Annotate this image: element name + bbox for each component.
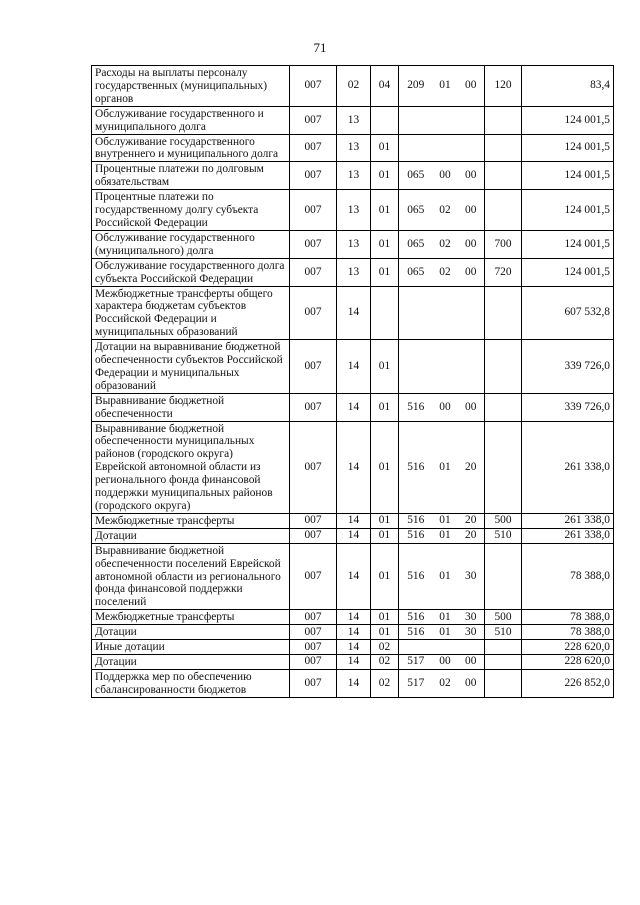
target-article-code-part3-cell: 00	[458, 190, 485, 231]
ministry-code-cell: 007	[290, 543, 337, 610]
item-name-cell: Выравнивание бюджетной обеспеченности муниципальных районов (городского округа) Еврейской автономной области из регионального фонда финансовой поддержки муниципальных районов (городского округа)	[92, 421, 290, 513]
target-article-code-part1-cell: 517	[399, 654, 433, 669]
item-name-cell: Расходы на выплаты персоналу государственных (муниципальных) органов	[92, 66, 290, 107]
target-article-code-part3-cell: 00	[458, 66, 485, 107]
target-article-code-part3-cell: 00	[458, 669, 485, 697]
amount-cell: 83,4	[522, 66, 614, 107]
amount-cell: 124 001,5	[522, 162, 614, 190]
table-row	[92, 286, 614, 340]
expense-type-code-cell: 500	[485, 513, 522, 528]
expense-type-code-cell	[485, 190, 522, 231]
amount-cell: 261 338,0	[522, 528, 614, 543]
target-article-code-part2-cell: 02	[433, 669, 458, 697]
item-name-cell: Дотации	[92, 625, 290, 640]
target-article-code-part3-cell: 20	[458, 528, 485, 543]
target-article-code-part3-cell: 20	[458, 513, 485, 528]
target-article-code-part2-cell: 00	[433, 393, 458, 421]
target-article-code-part3-cell: 30	[458, 625, 485, 640]
item-name-cell: Обслуживание государственного и муниципального долга	[92, 106, 290, 134]
item-name-cell: Межбюджетные трансферты	[92, 513, 290, 528]
target-article-code-part1-cell: 065	[399, 258, 433, 286]
table-row	[92, 654, 614, 669]
ministry-code-cell: 007	[290, 162, 337, 190]
target-article-code-part1-cell: 516	[399, 393, 433, 421]
section-code-cell: 14	[337, 625, 371, 640]
section-code-cell: 14	[337, 669, 371, 697]
table-row	[92, 66, 614, 107]
section-code-cell: 14	[337, 640, 371, 655]
item-name-cell: Выравнивание бюджетной обеспеченности	[92, 393, 290, 421]
subsection-code-cell: 01	[371, 610, 399, 625]
ministry-code-cell: 007	[290, 393, 337, 421]
target-article-code-part3-cell	[458, 286, 485, 340]
section-code-cell: 13	[337, 162, 371, 190]
subsection-code-cell: 01	[371, 625, 399, 640]
subsection-code-cell: 01	[371, 421, 399, 513]
section-code-cell: 14	[337, 528, 371, 543]
item-name-cell: Межбюджетные трансферты	[92, 610, 290, 625]
item-name-cell: Выравнивание бюджетной обеспеченности поселений Еврейской автономной области из регионального фонда финансовой поддержки поселений	[92, 543, 290, 610]
target-article-code-part2-cell	[433, 134, 458, 162]
amount-cell: 78 388,0	[522, 610, 614, 625]
budget-table-body	[92, 66, 614, 698]
target-article-code-part1-cell: 516	[399, 421, 433, 513]
subsection-code-cell: 01	[371, 340, 399, 394]
ministry-code-cell: 007	[290, 134, 337, 162]
target-article-code-part2-cell: 01	[433, 625, 458, 640]
item-name-cell: Обслуживание государственного (муниципального) долга	[92, 230, 290, 258]
ministry-code-cell: 007	[290, 640, 337, 655]
expense-type-code-cell	[485, 340, 522, 394]
subsection-code-cell: 02	[371, 654, 399, 669]
amount-cell: 339 726,0	[522, 340, 614, 394]
target-article-code-part2-cell: 00	[433, 162, 458, 190]
target-article-code-part3-cell: 30	[458, 610, 485, 625]
ministry-code-cell: 007	[290, 258, 337, 286]
table-row	[92, 134, 614, 162]
expense-type-code-cell: 120	[485, 66, 522, 107]
ministry-code-cell: 007	[290, 66, 337, 107]
expense-type-code-cell	[485, 286, 522, 340]
expense-type-code-cell: 700	[485, 230, 522, 258]
target-article-code-part1-cell: 517	[399, 669, 433, 697]
ministry-code-cell: 007	[290, 610, 337, 625]
subsection-code-cell: 01	[371, 134, 399, 162]
target-article-code-part1-cell	[399, 286, 433, 340]
ministry-code-cell: 007	[290, 230, 337, 258]
amount-cell: 124 001,5	[522, 106, 614, 134]
item-name-cell: Дотации	[92, 654, 290, 669]
target-article-code-part3-cell	[458, 340, 485, 394]
amount-cell: 124 001,5	[522, 190, 614, 231]
target-article-code-part1-cell	[399, 134, 433, 162]
target-article-code-part2-cell: 01	[433, 528, 458, 543]
subsection-code-cell: 01	[371, 513, 399, 528]
expense-type-code-cell	[485, 134, 522, 162]
table-row	[92, 190, 614, 231]
amount-cell: 228 620,0	[522, 640, 614, 655]
expense-type-code-cell	[485, 162, 522, 190]
ministry-code-cell: 007	[290, 654, 337, 669]
expense-type-code-cell	[485, 421, 522, 513]
subsection-code-cell	[371, 106, 399, 134]
target-article-code-part2-cell: 01	[433, 610, 458, 625]
target-article-code-part3-cell: 00	[458, 654, 485, 669]
table-row	[92, 528, 614, 543]
section-code-cell: 14	[337, 654, 371, 669]
table-row	[92, 393, 614, 421]
target-article-code-part2-cell: 00	[433, 654, 458, 669]
expense-type-code-cell: 510	[485, 625, 522, 640]
ministry-code-cell: 007	[290, 190, 337, 231]
target-article-code-part1-cell: 209	[399, 66, 433, 107]
item-name-cell: Обслуживание государственного долга субъекта Российской Федерации	[92, 258, 290, 286]
amount-cell: 124 001,5	[522, 134, 614, 162]
ministry-code-cell: 007	[290, 513, 337, 528]
section-code-cell: 14	[337, 393, 371, 421]
ministry-code-cell: 007	[290, 106, 337, 134]
target-article-code-part1-cell	[399, 106, 433, 134]
amount-cell: 607 532,8	[522, 286, 614, 340]
table-row	[92, 230, 614, 258]
section-code-cell: 13	[337, 106, 371, 134]
target-article-code-part2-cell: 02	[433, 230, 458, 258]
target-article-code-part1-cell: 516	[399, 528, 433, 543]
target-article-code-part3-cell: 00	[458, 393, 485, 421]
item-name-cell: Дотации на выравнивание бюджетной обеспеченности субъектов Российской Федерации и муниципальных образований	[92, 340, 290, 394]
amount-cell: 261 338,0	[522, 421, 614, 513]
subsection-code-cell: 04	[371, 66, 399, 107]
item-name-cell: Дотации	[92, 528, 290, 543]
subsection-code-cell: 01	[371, 230, 399, 258]
expense-type-code-cell	[485, 393, 522, 421]
item-name-cell: Иные дотации	[92, 640, 290, 655]
table-row	[92, 421, 614, 513]
expense-type-code-cell: 510	[485, 528, 522, 543]
subsection-code-cell: 01	[371, 162, 399, 190]
target-article-code-part1-cell: 516	[399, 513, 433, 528]
section-code-cell: 13	[337, 190, 371, 231]
subsection-code-cell: 02	[371, 640, 399, 655]
ministry-code-cell: 007	[290, 340, 337, 394]
amount-cell: 78 388,0	[522, 543, 614, 610]
table-row	[92, 640, 614, 655]
section-code-cell: 14	[337, 340, 371, 394]
expense-type-code-cell: 500	[485, 610, 522, 625]
target-article-code-part3-cell: 00	[458, 258, 485, 286]
section-code-cell: 13	[337, 134, 371, 162]
section-code-cell: 02	[337, 66, 371, 107]
target-article-code-part2-cell	[433, 106, 458, 134]
section-code-cell: 13	[337, 258, 371, 286]
target-article-code-part2-cell: 01	[433, 543, 458, 610]
section-code-cell: 13	[337, 230, 371, 258]
target-article-code-part3-cell	[458, 134, 485, 162]
amount-cell: 228 620,0	[522, 654, 614, 669]
target-article-code-part1-cell	[399, 340, 433, 394]
expense-type-code-cell	[485, 669, 522, 697]
target-article-code-part2-cell: 01	[433, 421, 458, 513]
table-row	[92, 669, 614, 697]
subsection-code-cell: 01	[371, 543, 399, 610]
target-article-code-part2-cell: 01	[433, 513, 458, 528]
expense-type-code-cell	[485, 654, 522, 669]
ministry-code-cell: 007	[290, 625, 337, 640]
target-article-code-part2-cell	[433, 286, 458, 340]
section-code-cell: 14	[337, 610, 371, 625]
amount-cell: 226 852,0	[522, 669, 614, 697]
target-article-code-part3-cell: 20	[458, 421, 485, 513]
table-row	[92, 106, 614, 134]
subsection-code-cell: 01	[371, 393, 399, 421]
expense-type-code-cell: 720	[485, 258, 522, 286]
item-name-cell: Процентные платежи по долговым обязательствам	[92, 162, 290, 190]
table-row	[92, 162, 614, 190]
section-code-cell: 14	[337, 421, 371, 513]
item-name-cell: Процентные платежи по государственному долгу субъекта Российской Федерации	[92, 190, 290, 231]
expense-type-code-cell	[485, 106, 522, 134]
section-code-cell: 14	[337, 513, 371, 528]
amount-cell: 339 726,0	[522, 393, 614, 421]
amount-cell: 261 338,0	[522, 513, 614, 528]
ministry-code-cell: 007	[290, 286, 337, 340]
item-name-cell: Поддержка мер по обеспечению сбалансированности бюджетов	[92, 669, 290, 697]
target-article-code-part2-cell: 02	[433, 190, 458, 231]
ministry-code-cell: 007	[290, 421, 337, 513]
amount-cell: 124 001,5	[522, 258, 614, 286]
section-code-cell: 14	[337, 286, 371, 340]
target-article-code-part3-cell: 00	[458, 230, 485, 258]
subsection-code-cell: 02	[371, 669, 399, 697]
target-article-code-part1-cell: 516	[399, 543, 433, 610]
table-row	[92, 543, 614, 610]
target-article-code-part1-cell: 065	[399, 230, 433, 258]
subsection-code-cell: 01	[371, 528, 399, 543]
table-row	[92, 340, 614, 394]
target-article-code-part3-cell: 30	[458, 543, 485, 610]
subsection-code-cell: 01	[371, 258, 399, 286]
expense-type-code-cell	[485, 543, 522, 610]
target-article-code-part1-cell: 065	[399, 190, 433, 231]
table-row	[92, 625, 614, 640]
target-article-code-part1-cell: 516	[399, 625, 433, 640]
subsection-code-cell: 01	[371, 190, 399, 231]
ministry-code-cell: 007	[290, 669, 337, 697]
table-row	[92, 610, 614, 625]
target-article-code-part1-cell	[399, 640, 433, 655]
target-article-code-part3-cell	[458, 106, 485, 134]
target-article-code-part1-cell: 516	[399, 610, 433, 625]
page-number: 71	[313, 40, 327, 55]
amount-cell: 124 001,5	[522, 230, 614, 258]
ministry-code-cell: 007	[290, 528, 337, 543]
table-row	[92, 258, 614, 286]
subsection-code-cell	[371, 286, 399, 340]
target-article-code-part1-cell: 065	[399, 162, 433, 190]
item-name-cell: Межбюджетные трансферты общего характера бюджетам субъектов Российской Федерации и муниципальных образований	[92, 286, 290, 340]
section-code-cell: 14	[337, 543, 371, 610]
table-row	[92, 513, 614, 528]
target-article-code-part2-cell	[433, 640, 458, 655]
item-name-cell: Обслуживание государственного внутреннего и муниципального долга	[92, 134, 290, 162]
target-article-code-part2-cell: 01	[433, 66, 458, 107]
target-article-code-part2-cell	[433, 340, 458, 394]
target-article-code-part3-cell: 00	[458, 162, 485, 190]
budget-table	[91, 65, 614, 698]
target-article-code-part3-cell	[458, 640, 485, 655]
expense-type-code-cell	[485, 640, 522, 655]
target-article-code-part2-cell: 02	[433, 258, 458, 286]
amount-cell: 78 388,0	[522, 625, 614, 640]
